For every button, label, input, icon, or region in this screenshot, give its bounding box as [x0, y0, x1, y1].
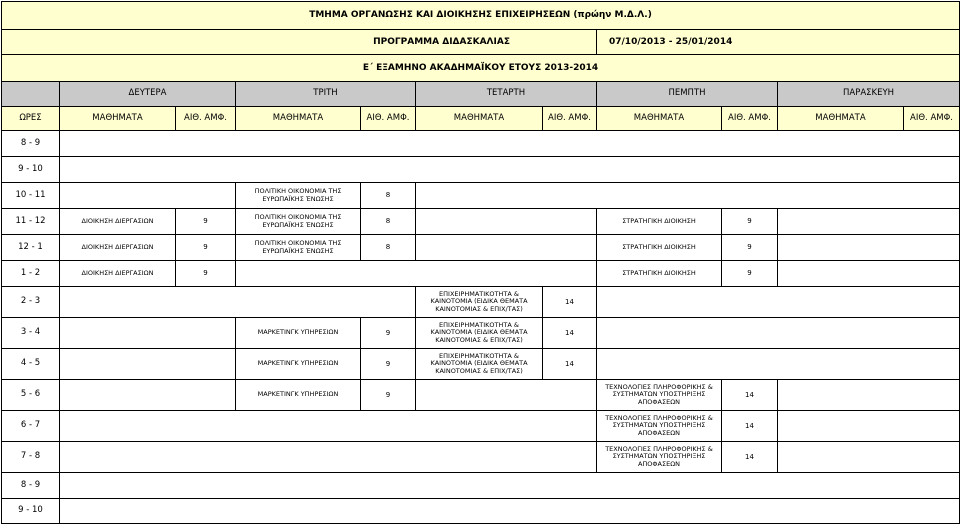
- col-course: ΜΑΘΗΜΑΤΑ: [236, 107, 361, 131]
- room-cell: 14: [543, 349, 597, 380]
- empty-cell: [60, 411, 597, 442]
- day-wednesday: ΤΕΤΑΡΤΗ: [416, 82, 597, 107]
- time-slot: 11 - 12: [2, 209, 60, 235]
- room-cell: 9: [361, 349, 416, 380]
- empty-cell: [778, 209, 960, 235]
- room-cell: 9: [722, 235, 778, 261]
- room-cell: 9: [176, 209, 236, 235]
- day-corner: [2, 82, 60, 107]
- course-cell: ΤΕΧΝΟΛΟΓΙΕΣ ΠΛΗΡΟΦΟΡΙΚΗΣ & ΣΥΣΤΗΜΑΤΩΝ ΥΠΟΣΤΗΡΙΞΗΣ ΑΠΟΦΑΣΕΩΝ: [597, 442, 722, 473]
- day-monday: ΔΕΥΤΕΡΑ: [60, 82, 236, 107]
- col-room: ΑΙΘ. ΑΜΦ.: [904, 107, 960, 131]
- course-cell: ΔΙΟΙΚΗΣΗ ΔΙΕΡΓΑΣΙΩΝ: [60, 261, 176, 287]
- course-cell: ΜΑΡΚΕΤΙΝΓΚ ΥΠΗΡΕΣΙΩΝ: [236, 318, 361, 349]
- empty-cell: [60, 442, 597, 473]
- time-slot: 9 - 10: [2, 499, 60, 524]
- time-slot: 10 - 11: [2, 183, 60, 209]
- col-course: ΜΑΘΗΜΑΤΑ: [60, 107, 176, 131]
- room-cell: 14: [722, 380, 778, 411]
- program-period: 07/10/2013 - 25/01/2014: [597, 30, 960, 55]
- course-cell: ΣΤΡΑΤΗΓΙΚΗ ΔΙΟΙΚΗΣΗ: [597, 235, 722, 261]
- col-hours: ΩΡΕΣ: [2, 107, 60, 131]
- course-cell: ΜΑΡΚΕΤΙΝΓΚ ΥΠΗΡΕΣΙΩΝ: [236, 380, 361, 411]
- time-slot: 9 - 10: [2, 157, 60, 183]
- course-cell: ΕΠΙΧΕΙΡΗΜΑΤΙΚΟΤΗΤΑ & ΚΑΙΝΟΤΟΜΙΑ (ΕΙΔΙΚΑ ΘΕΜΑΤΑ ΚΑΙΝΟΤΟΜΙΑΣ & ΕΠΙΧ/ΤΑΣ): [416, 287, 543, 318]
- department-title: ΤΜΗΜΑ ΟΡΓΑΝΩΣΗΣ ΚΑΙ ΔΙΟΙΚΗΣΗΣ ΕΠΙΧΕΙΡΗΣΕΩΝ (πρώην Μ.Δ.Λ.): [2, 2, 960, 30]
- empty-cell: [778, 235, 960, 261]
- empty-cell: [416, 183, 960, 209]
- room-cell: 9: [722, 209, 778, 235]
- room-cell: 8: [361, 235, 416, 261]
- time-slot: 2 - 3: [2, 287, 60, 318]
- semester-title: Ε΄ ΕΞΑΜΗΝΟ ΑΚΑΔΗΜΑΪΚΟΥ ΕΤΟΥΣ 2013-2014: [2, 55, 960, 82]
- empty-cell: [60, 183, 236, 209]
- room-cell: 14: [722, 411, 778, 442]
- empty-cell: [597, 318, 960, 349]
- empty-cell: [778, 411, 960, 442]
- room-cell: 9: [361, 380, 416, 411]
- day-friday: ΠΑΡΑΣΚΕΥΗ: [778, 82, 960, 107]
- empty-cell: [416, 209, 597, 235]
- course-cell: ΠΟΛΙΤΙΚΗ ΟΙΚΟΝΟΜΙΑ ΤΗΣ ΕΥΡΩΠΑΪΚΗΣ ΈΝΩΣΗΣ: [236, 209, 361, 235]
- col-course: ΜΑΘΗΜΑΤΑ: [416, 107, 543, 131]
- room-cell: 9: [722, 261, 778, 287]
- room-cell: 14: [722, 442, 778, 473]
- empty-cell: [60, 318, 236, 349]
- course-cell: ΤΕΧΝΟΛΟΓΙΕΣ ΠΛΗΡΟΦΟΡΙΚΗΣ & ΣΥΣΤΗΜΑΤΩΝ ΥΠΟΣΤΗΡΙΞΗΣ ΑΠΟΦΑΣΕΩΝ: [597, 411, 722, 442]
- time-slot: 8 - 9: [2, 473, 60, 499]
- room-cell: 9: [176, 235, 236, 261]
- room-cell: 14: [543, 287, 597, 318]
- schedule-table: [1, 1, 960, 524]
- empty-cell: [236, 261, 597, 287]
- time-slot: 12 - 1: [2, 235, 60, 261]
- empty-row: [60, 157, 960, 183]
- col-room: ΑΙΘ. ΑΜΦ.: [176, 107, 236, 131]
- day-thursday: ΠΕΜΠΤΗ: [597, 82, 778, 107]
- time-slot: 6 - 7: [2, 411, 60, 442]
- room-cell: 8: [361, 209, 416, 235]
- time-slot: 4 - 5: [2, 349, 60, 380]
- col-room: ΑΙΘ. ΑΜΦ.: [361, 107, 416, 131]
- empty-row: [60, 131, 960, 157]
- course-cell: ΣΤΡΑΤΗΓΙΚΗ ΔΙΟΙΚΗΣΗ: [597, 209, 722, 235]
- col-room: ΑΙΘ. ΑΜΦ.: [543, 107, 597, 131]
- course-cell: ΠΟΛΙΤΙΚΗ ΟΙΚΟΝΟΜΙΑ ΤΗΣ ΕΥΡΩΠΑΪΚΗΣ ΈΝΩΣΗΣ: [236, 183, 361, 209]
- course-cell: ΜΑΡΚΕΤΙΝΓΚ ΥΠΗΡΕΣΙΩΝ: [236, 349, 361, 380]
- course-cell: ΠΟΛΙΤΙΚΗ ΟΙΚΟΝΟΜΙΑ ΤΗΣ ΕΥΡΩΠΑΪΚΗΣ ΈΝΩΣΗΣ: [236, 235, 361, 261]
- time-slot: 5 - 6: [2, 380, 60, 411]
- empty-cell: [416, 380, 597, 411]
- time-slot: 7 - 8: [2, 442, 60, 473]
- empty-cell: [778, 261, 960, 287]
- empty-cell: [416, 235, 597, 261]
- course-cell: ΣΤΡΑΤΗΓΙΚΗ ΔΙΟΙΚΗΣΗ: [597, 261, 722, 287]
- col-room: ΑΙΘ. ΑΜΦ.: [722, 107, 778, 131]
- day-tuesday: ΤΡΙΤΗ: [236, 82, 416, 107]
- course-cell: ΕΠΙΧΕΙΡΗΜΑΤΙΚΟΤΗΤΑ & ΚΑΙΝΟΤΟΜΙΑ (ΕΙΔΙΚΑ ΘΕΜΑΤΑ ΚΑΙΝΟΤΟΜΙΑΣ & ΕΠΙΧ/ΤΑΣ): [416, 349, 543, 380]
- empty-cell: [60, 349, 236, 380]
- course-cell: ΔΙΟΙΚΗΣΗ ΔΙΕΡΓΑΣΙΩΝ: [60, 209, 176, 235]
- col-course: ΜΑΘΗΜΑΤΑ: [778, 107, 904, 131]
- col-course: ΜΑΘΗΜΑΤΑ: [597, 107, 722, 131]
- time-slot: 1 - 2: [2, 261, 60, 287]
- empty-cell: [778, 380, 960, 411]
- empty-cell: [60, 287, 416, 318]
- room-cell: 8: [361, 183, 416, 209]
- time-slot: 3 - 4: [2, 318, 60, 349]
- program-label: ΠΡΟΓΡΑΜΜΑ ΔΙΔΑΣΚΑΛΙΑΣ: [2, 30, 597, 55]
- room-cell: 9: [176, 261, 236, 287]
- empty-cell: [597, 287, 960, 318]
- empty-row: [60, 499, 960, 524]
- course-cell: ΕΠΙΧΕΙΡΗΜΑΤΙΚΟΤΗΤΑ & ΚΑΙΝΟΤΟΜΙΑ (ΕΙΔΙΚΑ ΘΕΜΑΤΑ ΚΑΙΝΟΤΟΜΙΑΣ & ΕΠΙΧ/ΤΑΣ): [416, 318, 543, 349]
- empty-cell: [60, 380, 236, 411]
- time-slot: 8 - 9: [2, 131, 60, 157]
- empty-row: [60, 473, 960, 499]
- room-cell: 9: [361, 318, 416, 349]
- course-cell: ΤΕΧΝΟΛΟΓΙΕΣ ΠΛΗΡΟΦΟΡΙΚΗΣ & ΣΥΣΤΗΜΑΤΩΝ ΥΠΟΣΤΗΡΙΞΗΣ ΑΠΟΦΑΣΕΩΝ: [597, 380, 722, 411]
- course-cell: ΔΙΟΙΚΗΣΗ ΔΙΕΡΓΑΣΙΩΝ: [60, 235, 176, 261]
- room-cell: 14: [543, 318, 597, 349]
- empty-cell: [597, 349, 960, 380]
- empty-cell: [778, 442, 960, 473]
